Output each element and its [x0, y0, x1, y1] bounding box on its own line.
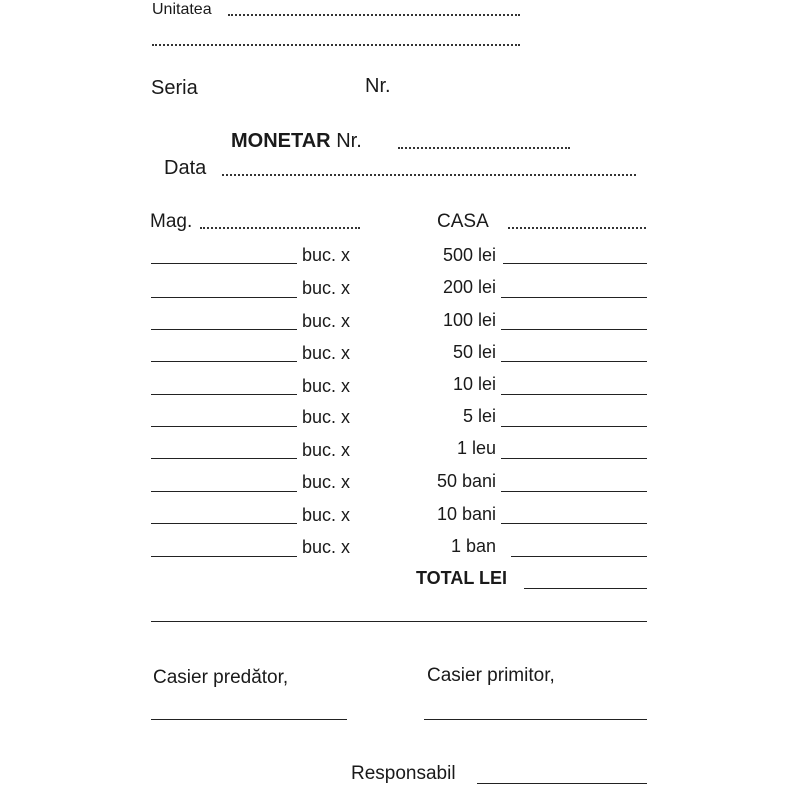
mag-field[interactable] [200, 227, 360, 229]
quantity-field[interactable] [151, 329, 297, 330]
unit-label: Unitatea [152, 1, 212, 18]
quantity-field[interactable] [151, 394, 297, 395]
unit-text: buc. x [302, 537, 351, 557]
unit-text: buc. x [302, 311, 351, 331]
denomination-text: 10 lei [452, 374, 496, 394]
unit-field-line-1[interactable] [228, 14, 520, 16]
quantity-field[interactable] [151, 556, 297, 557]
unit-text: buc. x [302, 343, 351, 363]
amount-field[interactable] [501, 297, 647, 298]
responsible-label: Responsabil [351, 763, 456, 784]
unit-field-line-2[interactable] [152, 44, 520, 46]
amount-field[interactable] [501, 458, 647, 459]
unit-text: buc. x [302, 472, 351, 492]
series-label: Seria [151, 77, 198, 99]
total-amount-field[interactable] [524, 588, 647, 589]
document-title [231, 131, 362, 151]
denomination-text: 10 bani [436, 504, 496, 524]
number-label: Nr. [365, 75, 391, 97]
casa-label: CASA [437, 211, 489, 232]
quantity-field[interactable] [151, 491, 297, 492]
quantity-field[interactable] [151, 263, 297, 264]
amount-field[interactable] [501, 329, 647, 330]
unit-text: buc. x [302, 407, 351, 427]
unit-text: buc. x [302, 245, 351, 265]
handing-cashier-signature-line[interactable] [151, 719, 347, 720]
title-main: MONETAR [231, 130, 331, 152]
responsible-signature-line[interactable] [477, 783, 647, 784]
full-width-line[interactable] [151, 621, 647, 622]
amount-field[interactable] [501, 361, 647, 362]
title-number-field[interactable] [398, 147, 570, 149]
quantity-field[interactable] [151, 426, 297, 427]
date-field[interactable] [222, 174, 636, 176]
amount-field[interactable] [501, 426, 647, 427]
mag-label: Mag. [150, 211, 193, 232]
amount-field[interactable] [501, 394, 647, 395]
unit-text: buc. x [302, 278, 351, 298]
amount-field[interactable] [501, 491, 647, 492]
unit-text: buc. x [302, 440, 351, 460]
unit-text: buc. x [302, 505, 351, 525]
unit-text: buc. x [302, 376, 351, 396]
denomination-text: 500 lei [442, 245, 496, 265]
quantity-field[interactable] [151, 458, 297, 459]
denomination-text: 5 lei [462, 406, 496, 426]
denomination-text: 50 bani [436, 471, 496, 491]
denomination-text: 200 lei [442, 277, 496, 297]
amount-field[interactable] [501, 523, 647, 524]
amount-field[interactable] [503, 263, 647, 264]
total-label: TOTAL LEI [416, 568, 508, 588]
quantity-field[interactable] [151, 523, 297, 524]
title-number-label: Nr. [336, 130, 362, 152]
quantity-field[interactable] [151, 361, 297, 362]
receiving-cashier-signature-line[interactable] [424, 719, 647, 720]
handing-cashier-label: Casier predător, [153, 667, 289, 688]
casa-field[interactable] [508, 227, 646, 229]
date-label: Data [164, 157, 207, 179]
denomination-text: 100 lei [442, 310, 496, 330]
denomination-text: 1 leu [456, 438, 496, 458]
amount-field[interactable] [511, 556, 647, 557]
receiving-cashier-label: Casier primitor, [427, 665, 555, 686]
quantity-field[interactable] [151, 297, 297, 298]
denomination-text: 50 lei [452, 342, 496, 362]
denomination-text: 1 ban [450, 536, 496, 556]
